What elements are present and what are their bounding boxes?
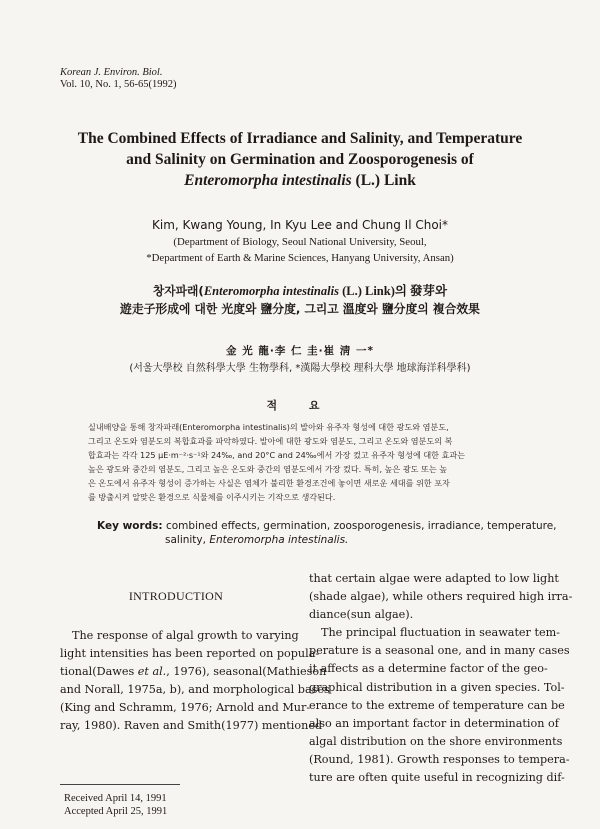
body-line: also an important factor in determination of <box>309 716 559 730</box>
body-line: (Round, 1981). Growth responses to tempera- <box>309 752 570 766</box>
journal-header <box>60 67 176 91</box>
body-line: erance to the extreme of temperature can be <box>309 698 565 712</box>
abstract-line: 높은 광도와 중간의 염분도, 그리고 높은 온도와 중간의 염분도에서 가장 컸다. 특히, 높은 광도 또는 높 <box>88 464 448 474</box>
keywords-line-2-text: salinity, <box>165 534 210 546</box>
title-species: Enteromorpha intestinalis <box>184 172 352 189</box>
body-line: diance(sun algae). <box>309 608 414 622</box>
korean-title-line-1 <box>40 281 560 299</box>
abstract-line: 그리고 온도와 염분도의 복합효과를 파악하였다. 발아에 대한 광도와 염분도, 그리고 온도와 염분도의 복 <box>88 436 453 446</box>
abstract-line: 실내배양을 통해 창자파래(Enteromorpha intestinalis)의 발아와 유주자 형성에 대한 광도와 염분도, <box>88 422 449 432</box>
received-date: Received April 14, 1991 <box>64 793 167 804</box>
journal-name: Korean J. Environ. Biol. <box>60 67 163 78</box>
body-line: algal distribution on the shore environments <box>309 734 563 748</box>
title-line-1: The Combined Effects of Irradiance and Salinity, and Temperature <box>77 130 523 147</box>
accepted-date: Accepted April 25, 1991 <box>64 806 168 817</box>
body-line: light intensities has been reported on popula- <box>60 647 320 661</box>
keywords-label: Key words: <box>97 520 163 532</box>
body-line: (shade algae), while others required high irra- <box>309 590 573 604</box>
korean-title-pre: 창자파래( <box>152 284 204 298</box>
abstract-line: 합효과는 각각 125 μE·m⁻²·s⁻¹와 24‰, and 20°C and 24‰에서 가장 컸고 유주자 형성에 대한 효과는 <box>88 450 466 460</box>
journal-volume: Vol. 10, No. 1, 56-65(1992) <box>60 79 177 90</box>
section-heading-introduction: INTRODUCTION <box>128 589 224 603</box>
affiliation-1: (Department of Biology, Seoul National University, Seoul, <box>173 236 427 248</box>
author-list: Kim, Kwang Young, In Kyu Lee and Chung Il Choi* <box>151 218 449 232</box>
korean-title-species: Enteromorpha intestinalis <box>203 284 339 298</box>
received-dates <box>64 792 167 818</box>
keywords-line-1: combined effects, germination, zoosporogenesis, irradiance, temperature, <box>162 520 557 532</box>
korean-title-post: (L.) Link)의 發芽와 <box>338 284 448 298</box>
body-line: that certain algae were adapted to low light <box>309 572 559 585</box>
keywords <box>97 519 557 547</box>
body-line: perature is a seasonal one, and in many cases <box>309 644 570 658</box>
body-line: and Norall, 1975a, b), and morphological bases <box>60 683 330 697</box>
body-line: tional(Dawes et al., 1976), seasonal(Mathieson <box>60 665 327 679</box>
keywords-line-2 <box>97 533 557 547</box>
korean-title-line-2: 遊走子形成에 대한 光度와 鹽分度, 그리고 溫度와 鹽分度의 複合效果 <box>120 302 480 316</box>
footnote-rule <box>60 784 180 785</box>
korean-abstract <box>88 420 514 504</box>
affiliation-2: *Department of Earth & Marine Sciences, Hanyang University, Ansan) <box>146 252 454 264</box>
korean-authors: 金 光 龍·李 仁 圭·崔 淸 一* <box>226 345 374 357</box>
body-column-right <box>309 570 573 787</box>
body-line: (King and Schramm, 1976; Arnold and Mur- <box>60 701 311 715</box>
body-line: ture are often quite useful in recognizing dif- <box>309 771 565 785</box>
abstract-line: 은 온도에서 유주자 형성이 증가하는 사실은 염체가 불리한 환경조건에 놓이면 새로운 세대를 위한 포자 <box>88 478 450 488</box>
title-line-2: and Salinity on Germination and Zoosporogenesis of <box>126 151 474 168</box>
keywords-species: Enteromorpha intestinalis. <box>209 534 349 546</box>
body-line: ray, 1980). Raven and Smith(1977) mentioned <box>60 719 323 733</box>
title-authority: (L.) Link <box>351 172 416 189</box>
body-line: The response of algal growth to varying <box>72 629 299 642</box>
body-line: it affects as a determine factor of the geo- <box>309 662 548 676</box>
article-title <box>40 128 560 191</box>
korean-affiliation: (서울大學校 自然科學大學 生物學科, *漢陽大學校 理科大學 地球海洋科學科) <box>129 363 471 374</box>
body-line: The principal fluctuation in seawater tem- <box>321 626 560 640</box>
body-column-left <box>60 627 330 736</box>
et-al-text: et al. <box>137 665 167 679</box>
korean-abstract-heading: 적 요 <box>266 399 334 412</box>
body-line: graphical distribution in a given species. Tol- <box>309 680 565 694</box>
title-line-3 <box>40 170 560 191</box>
abstract-line: 를 방출시켜 알맞은 환경으로 식물체를 이주시키는 기작으로 생각된다. <box>88 492 336 502</box>
